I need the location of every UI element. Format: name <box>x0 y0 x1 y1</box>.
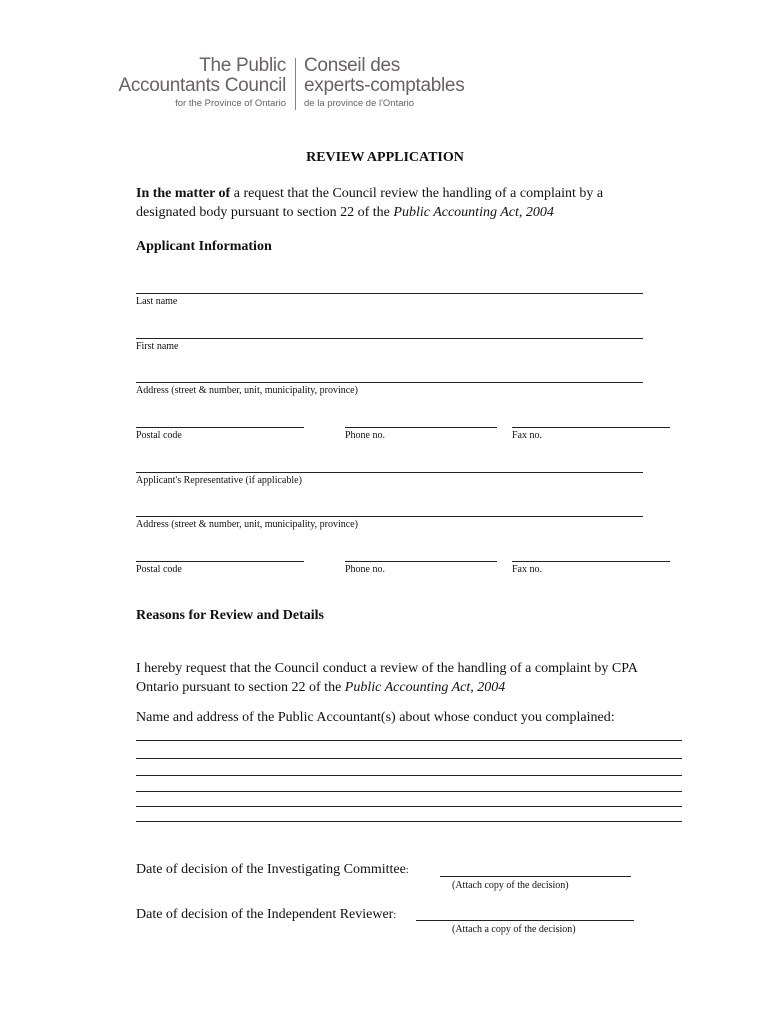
independent-date-label: Date of decision of the Independent Reviewer <box>136 907 394 922</box>
logo-english <box>118 56 286 111</box>
rep-phone-label: Phone no. <box>345 564 385 575</box>
investigating-date-field[interactable] <box>440 876 631 877</box>
first-name-label: First name <box>136 341 179 352</box>
request-paragraph <box>136 659 656 697</box>
rep-address-label: Address (street & number, unit, municipality, province) <box>136 519 358 530</box>
fax-label: Fax no. <box>512 430 542 441</box>
page-title: REVIEW APPLICATION <box>306 150 464 165</box>
logo-en-sub: for the Province of Ontario <box>175 98 286 109</box>
logo-fr-sub: de la province de l'Ontario <box>304 98 415 109</box>
rep-phone-field[interactable] <box>345 561 497 562</box>
logo-french <box>304 56 464 111</box>
accountant-line-6[interactable] <box>136 821 682 822</box>
fax-field[interactable] <box>512 427 670 428</box>
request-act: Public Accounting Act, 2004 <box>344 680 506 695</box>
independent-date-row <box>136 907 396 923</box>
last-name-label: Last name <box>136 296 178 307</box>
postal-code-field[interactable] <box>136 427 304 428</box>
intro-act: Public Accounting Act, 2004 <box>393 205 554 220</box>
reasons-heading: Reasons for Review and Details <box>136 608 324 623</box>
accountant-line-5[interactable] <box>136 806 682 807</box>
accountant-prompt: Name and address of the Public Accountant(s) about whose conduct you complained: <box>136 710 615 725</box>
first-name-field[interactable] <box>136 338 643 339</box>
phone-label: Phone no. <box>345 430 385 441</box>
intro-lead: In the matter of <box>136 186 231 201</box>
logo-en-line2: Accountants Council <box>118 75 286 96</box>
logo-fr-line2: experts-comptables <box>304 75 465 96</box>
phone-field[interactable] <box>345 427 497 428</box>
intro-text: a request that the Council review the handling of a complaint by a designated body pursuant to section 22 of the <box>136 186 604 220</box>
independent-colon: : <box>393 910 397 921</box>
intro-paragraph <box>136 184 666 222</box>
applicant-heading: Applicant Information <box>136 239 272 254</box>
representative-field[interactable] <box>136 472 643 473</box>
independent-note: (Attach a copy of the decision) <box>452 924 576 935</box>
logo-divider <box>295 58 296 110</box>
representative-label: Applicant's Representative (if applicable) <box>136 475 302 486</box>
request-text: I hereby request that the Council conduct a review of the handling of a complaint by CPA Ontario pursuant to section 22 of the <box>136 661 638 695</box>
address-field[interactable] <box>136 382 643 383</box>
investigating-colon: : <box>405 865 409 876</box>
investigating-note: (Attach copy of the decision) <box>452 880 569 891</box>
address-label: Address (street & number, unit, municipality, province) <box>136 385 358 396</box>
independent-date-field[interactable] <box>416 920 634 921</box>
rep-postal-code-label: Postal code <box>136 564 182 575</box>
postal-code-label: Postal code <box>136 430 182 441</box>
investigating-date-row <box>136 862 409 878</box>
accountant-line-3[interactable] <box>136 775 682 776</box>
accountant-line-2[interactable] <box>136 758 682 759</box>
rep-fax-field[interactable] <box>512 561 670 562</box>
rep-address-field[interactable] <box>136 516 643 517</box>
last-name-field[interactable] <box>136 293 643 294</box>
accountant-line-1[interactable] <box>136 740 682 741</box>
rep-fax-label: Fax no. <box>512 564 542 575</box>
investigating-date-label: Date of decision of the Investigating Committee <box>136 862 406 877</box>
rep-postal-code-field[interactable] <box>136 561 304 562</box>
logo-en-line1: The Public <box>199 55 286 76</box>
logo-fr-line1: Conseil des <box>304 55 400 76</box>
accountant-line-4[interactable] <box>136 791 682 792</box>
